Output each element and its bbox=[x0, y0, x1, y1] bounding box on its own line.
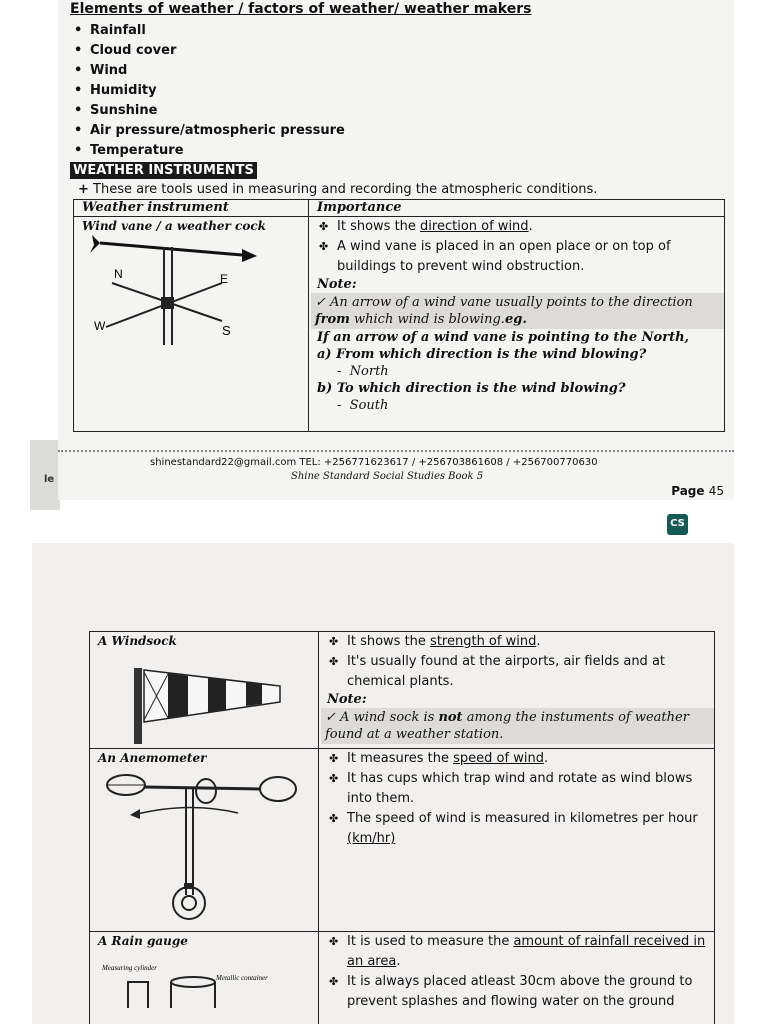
instrument-name: A Rain gauge bbox=[98, 934, 188, 948]
note-highlight: ✓ A wind sock is not among the instuments of weather found at a weather station. bbox=[321, 708, 714, 744]
intro-line bbox=[78, 182, 597, 197]
point-placement: ✤ It is always placed atleast 30cm above the ground to prevent splashes and flowing water on the ground bbox=[327, 972, 706, 1012]
check-icon: ✓ bbox=[315, 295, 326, 310]
cell-windvane-importance bbox=[309, 217, 725, 432]
cell-windvane bbox=[74, 217, 309, 432]
instruments-table bbox=[73, 199, 725, 432]
point-direction: ✤ It shows the direction of wind. bbox=[317, 217, 716, 237]
cell-windsock bbox=[90, 632, 319, 749]
section-heading: Elements of weather / factors of weather/ weather makers bbox=[70, 1, 532, 17]
elements-list bbox=[72, 21, 345, 161]
note-label: Note: bbox=[317, 277, 357, 292]
compass-n: N bbox=[114, 267, 123, 281]
edge-text: le bbox=[44, 474, 55, 485]
list-item: • Sunshine bbox=[72, 101, 345, 121]
point-cups: ✤ It has cups which trap wind and rotate as wind blows into them. bbox=[327, 769, 706, 809]
instrument-name: An Anemometer bbox=[98, 751, 207, 765]
label-cylinder: Measuring cylinder bbox=[102, 964, 158, 972]
point-speed: ✤ It measures the speed of wind. bbox=[327, 749, 706, 769]
footer-divider bbox=[58, 450, 734, 452]
list-item: • Cloud cover bbox=[72, 41, 345, 61]
instrument-name: A Windsock bbox=[98, 634, 177, 648]
point-placement: ✤ A wind vane is placed in an open place or on top of buildings to prevent wind obstruction. bbox=[317, 237, 716, 277]
raingauge-illustration bbox=[98, 948, 298, 1008]
answer-b: - South bbox=[337, 398, 389, 413]
intro-text: These are tools used in measuring and recording the atmospheric conditions. bbox=[93, 182, 598, 197]
list-item: • Temperature bbox=[72, 141, 345, 161]
cell-raingauge-importance bbox=[319, 932, 715, 1024]
label-container: Metallic container bbox=[216, 974, 268, 982]
arrow-bullet-icon: + bbox=[78, 182, 89, 197]
instruments-table-continued bbox=[89, 631, 715, 1024]
cell-raingauge bbox=[90, 932, 319, 1024]
list-item: • Air pressure/atmospheric pressure bbox=[72, 121, 345, 141]
table-row bbox=[90, 749, 715, 932]
question-b: b) To which direction is the wind blowing? bbox=[317, 381, 626, 396]
table-row bbox=[74, 217, 725, 432]
windvane-illustration bbox=[82, 233, 282, 353]
point-strength: ✤ It shows the strength of wind. bbox=[327, 632, 706, 652]
note-label: Note: bbox=[327, 692, 367, 707]
question-a: a) From which direction is the wind blowing? bbox=[317, 347, 647, 362]
camscanner-logo-icon: CS bbox=[667, 514, 688, 535]
check-icon: ✓ bbox=[325, 710, 336, 725]
footer-contact: shinestandard22@gmail.com TEL: +256771623617 / +256703861608 / +256700770630 bbox=[150, 457, 598, 468]
list-item: • Rainfall bbox=[72, 21, 345, 41]
note-highlight: ✓ An arrow of a wind vane usually points to the direction from which wind is blowing.eg. bbox=[311, 293, 724, 329]
point-amount: ✤ It is used to measure the amount of rainfall received in an area. bbox=[327, 932, 706, 972]
list-item: • Wind bbox=[72, 61, 345, 81]
table-row bbox=[90, 932, 715, 1024]
anemometer-illustration bbox=[98, 765, 298, 925]
document-page-46 bbox=[32, 543, 734, 1024]
list-item: • Humidity bbox=[72, 81, 345, 101]
compass-e: E bbox=[220, 272, 229, 286]
cell-anemometer-importance bbox=[319, 749, 715, 932]
point-location: ✤ It's usually found at the airports, air fields and at chemical plants. bbox=[327, 652, 706, 692]
if-statement: If an arrow of a wind vane is pointing to the North, bbox=[317, 330, 690, 345]
point-units: ✤ The speed of wind is measured in kilometres per hour (km/hr) bbox=[327, 809, 706, 849]
table-header-row bbox=[74, 200, 725, 217]
cell-anemometer bbox=[90, 749, 319, 932]
footer-book-title: Shine Standard Social Studies Book 5 bbox=[291, 471, 484, 482]
compass-w: W bbox=[94, 319, 106, 333]
instrument-name: Wind vane / a weather cock bbox=[82, 219, 266, 233]
document-page-45 bbox=[58, 0, 734, 500]
windsock-illustration bbox=[98, 648, 288, 744]
compass-s: S bbox=[222, 323, 231, 338]
answer-a: - North bbox=[337, 364, 389, 379]
header-importance: Importance bbox=[309, 200, 725, 217]
page-number: Page 45 bbox=[671, 484, 724, 498]
section-banner: WEATHER INSTRUMENTS bbox=[70, 162, 257, 179]
cell-windsock-importance bbox=[319, 632, 715, 749]
header-instrument: Weather instrument bbox=[74, 200, 309, 217]
table-row bbox=[90, 632, 715, 749]
